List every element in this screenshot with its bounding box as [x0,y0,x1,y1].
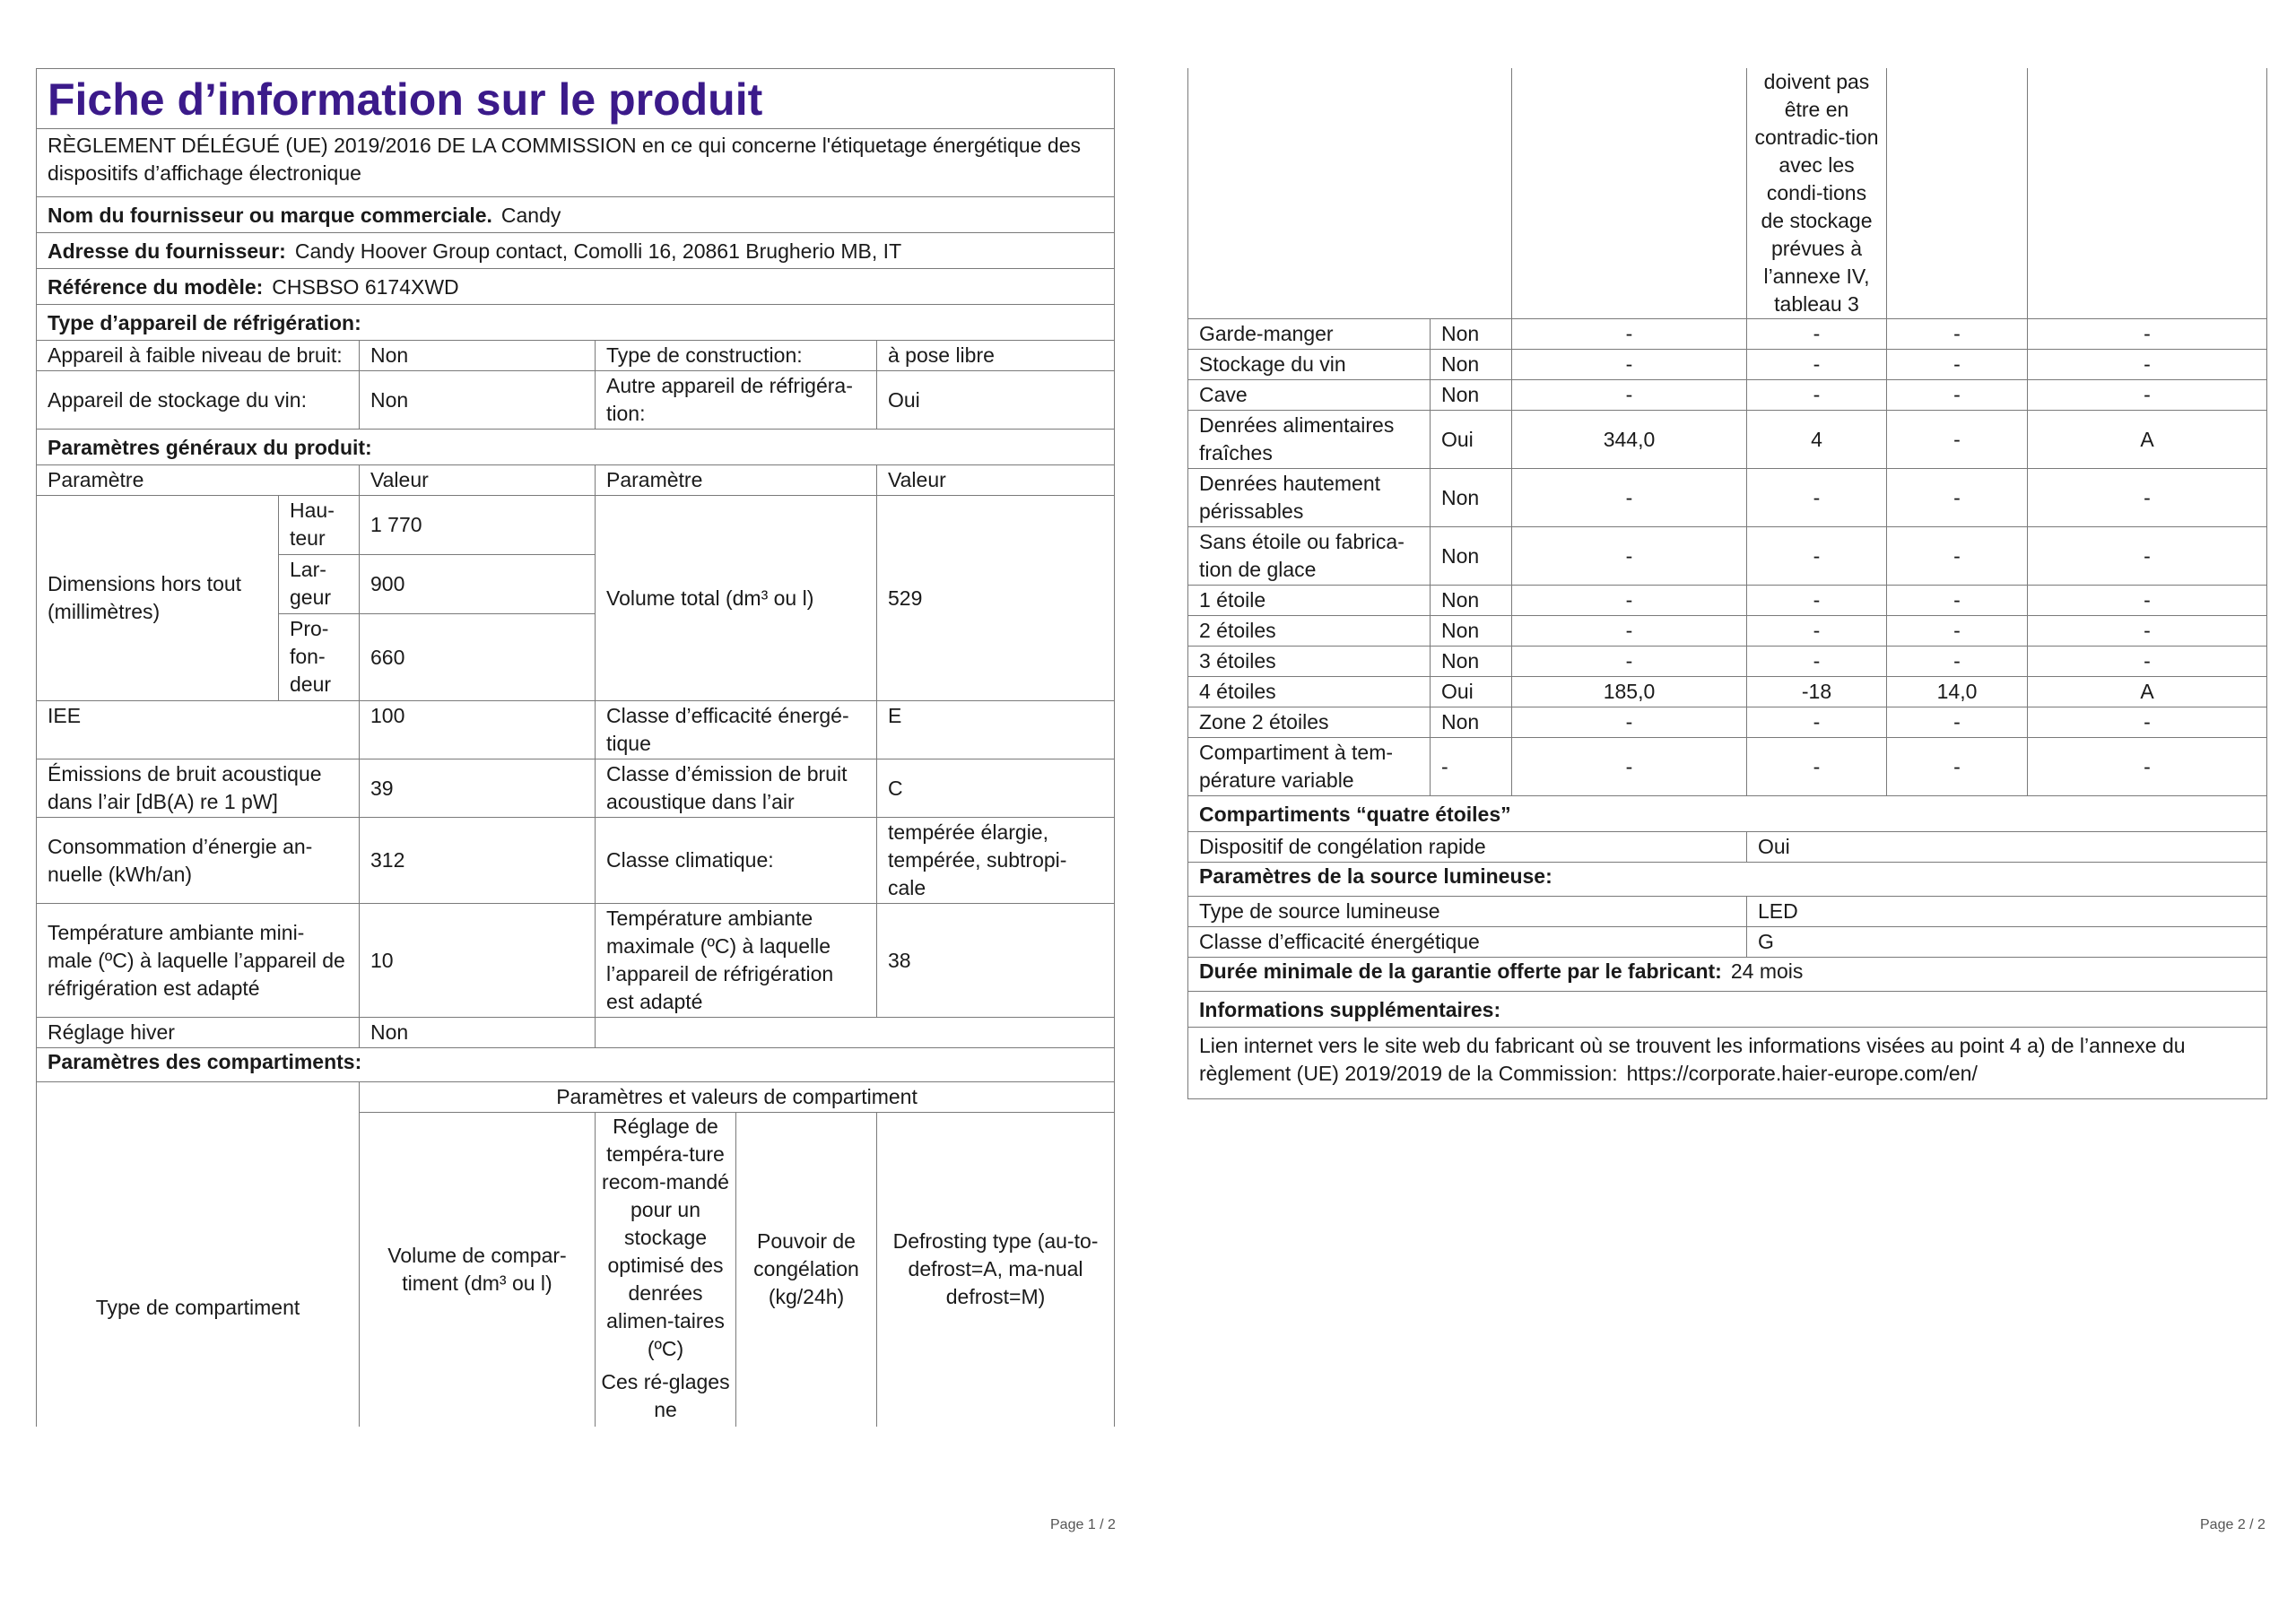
freezing-header: Pouvoir de congélation (kg/24h) [736,1113,877,1427]
additional-info [1188,1028,2267,1099]
compartment-present: Non [1431,527,1512,586]
compartment-name: 2 étoiles [1188,616,1431,647]
compartment-freezing: - [1887,350,2028,380]
compartment-name: 4 étoiles [1188,677,1431,707]
light-heading [1188,863,2267,897]
climate-label: Classe climatique: [596,818,877,904]
construction-value: à pose libre [877,341,1115,371]
compartment-freezing: 14,0 [1887,677,2028,707]
compartment-defrost: - [2028,469,2267,527]
supplier-address-row [37,233,1115,269]
compartment-temp: - [1747,319,1887,350]
compartment-defrost: - [2028,380,2267,411]
low-noise-value: Non [360,341,596,371]
compartment-volume: - [1512,738,1747,796]
col-value-header-2: Valeur [877,465,1115,496]
four-star-heading [1188,796,2267,832]
compartment-freezing: - [1887,616,2028,647]
compartment-temp: - [1747,527,1887,586]
compartment-volume: 185,0 [1512,677,1747,707]
compartment-freezing: - [1887,647,2028,677]
max-temp-value: 38 [877,904,1115,1018]
compartment-name: Cave [1188,380,1431,411]
supplier-name-row [37,197,1115,233]
product-info-table-page2 [1187,68,2267,1099]
compartment-present: Non [1431,469,1512,527]
compartment-temp: - [1747,616,1887,647]
compartment-name: Denrées alimentaires fraîches [1188,411,1431,469]
compartment-defrost: - [2028,350,2267,380]
wine-label: Appareil de stockage du vin: [37,371,360,430]
compartment-freezing: - [1887,319,2028,350]
compartment-row [1188,350,2267,380]
continuation-empty-2 [1512,68,1747,319]
compartment-volume: - [1512,380,1747,411]
depth-label: Pro-fon-deur [279,614,360,701]
compartment-volume: - [1512,586,1747,616]
model-ref-row [37,269,1115,305]
defrost-header: Defrosting type (au-to-defrost=A, ma-nual defrost=M) [877,1113,1115,1427]
compartment-freezing: - [1887,527,2028,586]
page-1 [36,68,1114,1427]
compartment-name: Zone 2 étoiles [1188,707,1431,738]
compartments-heading-text: Paramètres des compartiments: [48,1050,362,1073]
warranty-label: Durée minimale de la garantie offerte par le fabricant: [1199,959,1722,983]
width-value: 900 [360,555,596,614]
compartment-present: Non [1431,616,1512,647]
additional-text: Lien internet vers le site web du fabricant où se trouvent les informations visées au point 4 a) de l’annexe du règlement (UE) 2019/2019 de la Commission: [1199,1034,2186,1085]
dimensions-label: Dimensions hors tout (millimètres) [37,496,279,701]
general-params-heading-text: Paramètres généraux du produit: [48,436,372,459]
compartment-row [1188,738,2267,796]
continuation-empty-3 [1887,68,2028,319]
max-temp-label: Température ambiante maximale (ºC) à laquelle l’appareil de réfrigération est adapté [596,904,877,1018]
compartment-row [1188,319,2267,350]
winter-value: Non [360,1018,596,1048]
other-appliance-value: Oui [877,371,1115,430]
compartment-freezing: - [1887,380,2028,411]
compartment-volume: - [1512,527,1747,586]
compartment-row [1188,616,2267,647]
compartment-row [1188,527,2267,586]
compartment-type-header: Type de compartiment [37,1082,360,1427]
warranty-value: 24 mois [1730,959,1804,983]
consumption-label: Consommation d’énergie an-nuelle (kWh/an) [37,818,360,904]
compartment-present: Non [1431,586,1512,616]
noise-class-value: C [877,759,1115,818]
compartment-present: Non [1431,380,1512,411]
temp-setting-text: Réglage de tempéra-ture recom-mandé pour un stockage optimisé des denrées alimen-taires (ºC) [602,1115,729,1360]
other-appliance-label: Autre appareil de réfrigéra-tion: [596,371,877,430]
light-type-label: Type de source lumineuse [1188,897,1747,927]
compartment-temp: - [1747,380,1887,411]
depth-value: 660 [360,614,596,701]
compartment-rows [1188,319,2267,796]
compartment-name: Stockage du vin [1188,350,1431,380]
compartment-row [1188,380,2267,411]
height-label: Hau-teur [279,496,360,555]
compartment-defrost: - [2028,647,2267,677]
total-volume-value: 529 [877,496,1115,701]
model-ref-value: CHSBSO 6174XWD [272,275,459,299]
compartment-present: Oui [1431,677,1512,707]
winter-empty [596,1018,1115,1048]
fast-freeze-value: Oui [1747,832,2267,863]
noise-class-label: Classe d’émission de bruit acoustique dans l’air [596,759,877,818]
compartment-row [1188,647,2267,677]
wine-value: Non [360,371,596,430]
low-noise-label: Appareil à faible niveau de bruit: [37,341,360,371]
appliance-type-heading-text: Type d’appareil de réfrigération: [48,311,361,334]
supplier-address-label: Adresse du fournisseur: [48,239,286,263]
winter-label: Réglage hiver [37,1018,360,1048]
additional-heading-text: Informations supplémentaires: [1199,998,1501,1021]
compartment-volume: 344,0 [1512,411,1747,469]
compartment-temp: - [1747,469,1887,527]
total-volume-label: Volume total (dm³ ou l) [596,496,877,701]
supplier-name-value: Candy [500,204,561,227]
compartment-volume: - [1512,319,1747,350]
compartment-defrost: A [2028,677,2267,707]
min-temp-value: 10 [360,904,596,1018]
compartment-row [1188,677,2267,707]
col-value-header: Valeur [360,465,596,496]
col-param-header-2: Paramètre [596,465,877,496]
compartment-present: Non [1431,707,1512,738]
light-type-value: LED [1747,897,2267,927]
compartment-defrost: - [2028,616,2267,647]
supplier-address-value: Candy Hoover Group contact, Comolli 16, 20861 Brugherio MB, IT [294,239,902,263]
model-ref-label: Référence du modèle: [48,275,264,299]
compartment-present: Non [1431,350,1512,380]
compartment-row [1188,586,2267,616]
comp-params-header: Paramètres et valeurs de compartiment [360,1082,1115,1113]
page-2 [1187,68,2266,1099]
light-class-value: G [1747,927,2267,958]
efficiency-class-value: E [877,701,1115,759]
compartment-temp: - [1747,350,1887,380]
compartment-name: Sans étoile ou fabrica-tion de glace [1188,527,1431,586]
compartment-defrost: - [2028,319,2267,350]
continuation-empty-4 [2028,68,2267,319]
compartment-name: Garde-manger [1188,319,1431,350]
general-params-heading [37,430,1115,465]
additional-heading [1188,992,2267,1028]
compartment-volume: - [1512,616,1747,647]
manufacturer-link[interactable]: https://corporate.haier-europe.com/en/ [1626,1062,1978,1085]
climate-value: tempérée élargie, tempérée, subtropi-cale [877,818,1115,904]
efficiency-class-label: Classe d’efficacité énergé-tique [596,701,877,759]
compartment-present: Oui [1431,411,1512,469]
noise-label: Émissions de bruit acoustique dans l’air [dB(A) re 1 pW] [37,759,360,818]
compartment-row [1188,411,2267,469]
compartment-defrost: - [2028,707,2267,738]
page-number-1: Page 1 / 2 [1050,1517,1116,1532]
light-heading-text: Paramètres de la source lumineuse: [1199,864,1552,888]
width-label: Lar-geur [279,555,360,614]
compartments-heading [37,1048,1115,1082]
compartment-temp: - [1747,707,1887,738]
compartment-freezing: - [1887,586,2028,616]
continuation-empty-1 [1188,68,1512,319]
compartment-freezing: - [1887,738,2028,796]
four-star-heading-text: Compartiments “quatre étoiles” [1199,803,1511,826]
compartment-name: Compartiment à tem-pérature variable [1188,738,1431,796]
compartment-temp: - [1747,586,1887,616]
compartment-temp: - [1747,647,1887,677]
compartment-defrost: - [2028,586,2267,616]
document-title: Fiche d’information sur le produit [37,69,1115,129]
compartment-volume: - [1512,469,1747,527]
construction-label: Type de construction: [596,341,877,371]
compartment-freezing: - [1887,707,2028,738]
compartment-freezing: - [1887,411,2028,469]
compartment-defrost: A [2028,411,2267,469]
compartment-name: 1 étoile [1188,586,1431,616]
product-info-table-page1 [36,68,1115,1427]
compartment-volume: - [1512,647,1747,677]
comp-volume-header: Volume de compar-timent (dm³ ou l) [360,1113,596,1427]
compartment-present: Non [1431,647,1512,677]
col-param-header: Paramètre [37,465,360,496]
compartment-name: 3 étoiles [1188,647,1431,677]
compartment-volume: - [1512,350,1747,380]
iee-label: IEE [37,701,360,759]
fast-freeze-label: Dispositif de congélation rapide [1188,832,1747,863]
compartment-freezing: - [1887,469,2028,527]
iee-value: 100 [360,701,596,759]
noise-value: 39 [360,759,596,818]
compartment-present: - [1431,738,1512,796]
warranty-row [1188,958,2267,992]
height-value: 1 770 [360,496,596,555]
compartment-temp: 4 [1747,411,1887,469]
temp-note-part2: doivent pas être en contradic-tion avec les condi-tions de stockage prévues à l’annexe IV, tableau 3 [1747,68,1887,319]
compartment-name: Denrées hautement périssables [1188,469,1431,527]
compartment-volume: - [1512,707,1747,738]
regulation-text: RÈGLEMENT DÉLÉGUÉ (UE) 2019/2016 DE LA COMMISSION en ce qui concerne l'étiquetage énergétique des dispositifs d’affichage électronique [37,129,1115,197]
compartment-temp: -18 [1747,677,1887,707]
compartment-present: Non [1431,319,1512,350]
consumption-value: 312 [360,818,596,904]
page-number-2: Page 2 / 2 [2200,1517,2266,1532]
appliance-type-heading [37,305,1115,341]
temp-setting-header [596,1113,736,1427]
compartment-defrost: - [2028,527,2267,586]
temp-note-part1: Ces ré-glages ne [601,1370,730,1421]
compartment-defrost: - [2028,738,2267,796]
light-class-label: Classe d’efficacité énergétique [1188,927,1747,958]
compartment-temp: - [1747,738,1887,796]
compartment-row [1188,469,2267,527]
compartment-row [1188,707,2267,738]
min-temp-label: Température ambiante mini-male (ºC) à laquelle l’appareil de réfrigération est adapté [37,904,360,1018]
supplier-name-label: Nom du fournisseur ou marque commerciale. [48,204,492,227]
